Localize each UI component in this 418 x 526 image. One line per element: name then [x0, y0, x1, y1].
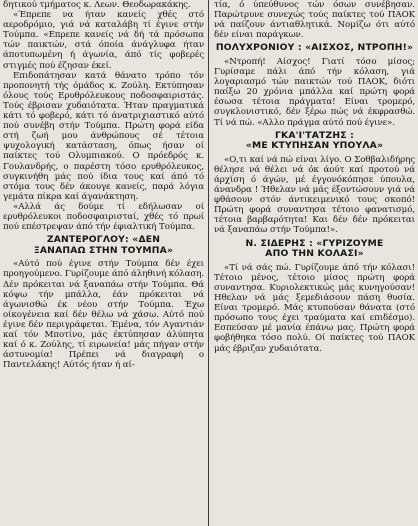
section-heading: [3, 235, 204, 256]
paragraph: «Ο,τι καί νά πώ είναι λίγο. Ο Σοθβαλιδήρης θέλησε νά θέλει νά όκ άούτ καί προτού νά άρχίση ό άγών, μέ έγγονόκόπησε ύπουλα, άνανδρα ! Ήθελαν νά μάς έξοντώσουν γιά νά φθάσουν στόν άντικειμενικό τους σκοπό! Πρώτη φορά συναντησα τέτοιο φανατισμό, τέτοια βαρβαρότητα! Και δέν δέν πρόκειται νά ξαναπάω στήν Τούμπα!».: [214, 154, 415, 236]
paragraph: Επιδοπάτησαν κατά θάνατο τρόπο τόν προπονητή τής όμάδος κ. Ζούλη. Εκτύπησαν όλους τούς Ερυθρόλευκους ποδοσφαιριστάς. Τούς έβρισαν χυδαιότατα. Ήταν πραγματικά κάτι τό φοβερό, κάτι τό άνατριχιαστικό αύτό πού συνέβη στήν Τούμπα. Πρώτη φορά είδα στή ζωή μου άνθρώπους σέ τέτοια ψυχολογική κατάσταση, όπως ήσαν οί παίκτες τού Ολυμπιακού. Ο πρόεδρός κ. Γουλανδρής, ο παρέστη τόσο ερυθρόλευκος, συγκινήθη μάς πού ίδια τους καί άπό τό στόμα τους δέν άκουγε κανείς, παρά λόγια γεμάτα πίκρα καί άγανάκτηση.: [3, 70, 204, 202]
heading-line: ΖΑΝΤΕΡΟΓΛΟΥ: «ΔΕΝ: [46, 234, 161, 246]
paragraph: «Τί νά σάς πώ. Γυρίζουμε άπό τήν κόλασι! Τέτοιο μένος, τέτοιο μίσος πρώτη φορά συναντησα. Κυριολεκτικώς μάς κυνηγούσαν! Ηθελαν νά μάς ξεμεδιάσουν πάση θυσία. Είναι τρομερό. Μάς κτυπούσαν θάνατα (στό πρόσωπο τους έχει τραύματα καί επιδέσμο). Εσπεύσαν μέ μανία έπάνω μας. Πρώτη φορά φοβήθηκα τόσο πολύ. Οί παίκτες τού ΠΑΟΚ μάς έβριζαν χυδαιότατα.: [214, 262, 415, 354]
heading-line: ΓΚΑ'Ι'ΤΑΤΖΗΣ :: [274, 129, 355, 141]
paragraph: δητικού τμήματος κ. Λεων. Θεοδωρακάκης.: [3, 0, 191, 10]
heading-line: «ΜΕ ΚΤΥΠΗΣΑΝ ΥΠΟΥΛΑ»: [245, 140, 384, 152]
column-divider: [208, 0, 209, 526]
heading-line: Ν. ΣΙΔΕΡΗΣ : «ΓΥΡΙΖΟΥΜΕ: [245, 237, 384, 249]
paragraph: «Ντροπή! Αίσχος! Γιατί τόσο μίσος; Γυρίσαμε πάλι άπό τήν κόλαση, γιά λογαριασμό τών παικτών τού ΠΑΟΚ, διότι παίξω 20 χρόνια μπάλλα καί πρώτη φορά έσωσα τέτοια πράγματα! Είναι τρομερό, συγκλονιστικό, δέν ξέρω πώς νά έκφρασθώ. Τί νά πώ. «Αλλο πράγμα αύτό πού έγινε».: [214, 56, 415, 128]
paragraph: «Αύτό πού έγινε στήν Τούμπα δέν έχει προηγούμενο. Γυρίζουμε άπό άληθινή κόλαση. Δέν πρόκειται νά ξαναπάω στήν Τούμπα. Θά κόψω τήν μπάλλα, έάν πρόκειται νά άγωνισθώ έκ νέου στήν Τούμπα. Έχω οίκογένεια καί δέν θέλω νά χάσω. Αύτό πού έγινε δέν περιγράφεται. Έμένα, τόν Αγαντιάν καί τόν Μποτίνο, μάς έκτύπησαν άλύπητα καί ό κ. Ζούλης, τί ειρωνεία! μάς πήγαν στήν άστυνομία! Πρέπει νά διαγραφή ο Παντελάκης! Αύτός ήταν ή αί-: [3, 259, 204, 371]
left-column: [3, 0, 204, 370]
heading-line: ΠΟΛΥΧΡΟΝΙΟΥ : «ΑΙΣΧΟΣ, ΝΤΡΟΠΗ!»: [215, 42, 414, 54]
section-heading: [214, 239, 415, 260]
paragraph: τία, ό ύπεύθυνος τών όσων συνέβησαν. Παρώτρυνε συνεχώς τούς παίκτες τού ΠΑΟΚ νά παίζουν άντιαθλητικά. Νομίζω ότι αύτό δέν είναι παράγκων.: [214, 0, 415, 41]
section-heading: [214, 43, 415, 54]
right-column: [214, 0, 415, 354]
section-heading: [214, 131, 415, 152]
paragraph: «Έπρεπε να ήταν κανείς χθές στό αεροδρόμιο, γιά νά καταλάβη τί έγινε στήν Τούμπα. «Επρεπε κανείς νά δή τά πρόσωπα τών παικτών, στά όποία άνάγλυφα ήταν άποτυπωμένη ή άγωνία, άπό τίς φοβερές στιγμές πού έζησαν έκεί.: [3, 10, 204, 71]
paragraph: «Αλλά άς δούμε τί εδήλωσαν οί ερυθρόλευκοι ποδοσφαιρισταί, χθές τό πρωί πού επέστρεψαν άπό τήν έφιαλτική Τούμπα.: [3, 201, 204, 233]
heading-line: ΑΠΟ ΤΗΝ ΚΟΛΑΣΙ»: [265, 248, 364, 260]
heading-line: ΞΑΝΑΠΑΩ ΣΤΗΝ ΤΟΥΜΠΑ»: [33, 244, 174, 256]
